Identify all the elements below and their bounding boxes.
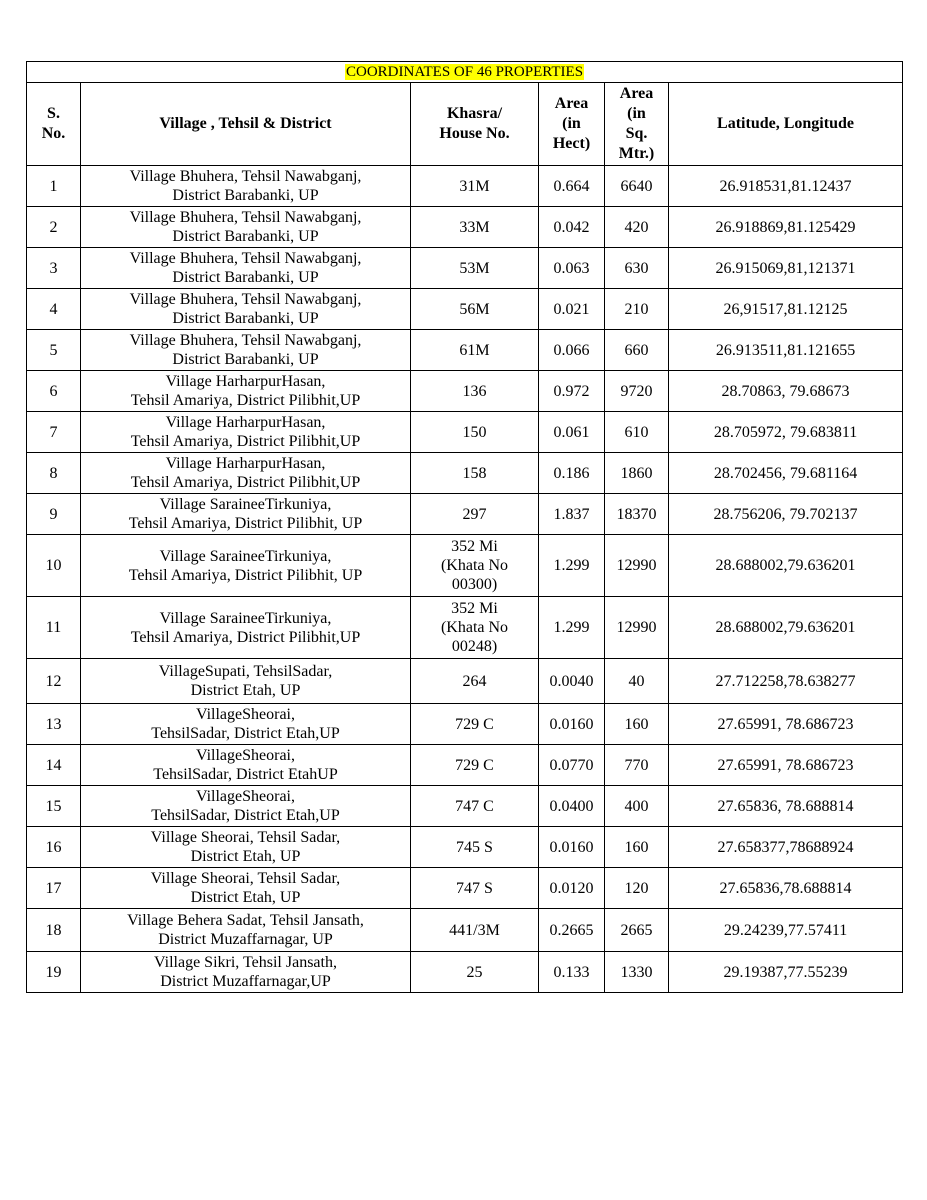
village-cell: Village Bhuhera, Tehsil Nawabganj, District Barabanki, UP bbox=[81, 330, 411, 371]
sno-cell: 14 bbox=[27, 745, 81, 786]
khasra-cell: 31M bbox=[411, 166, 539, 207]
area-sqm-cell: 40 bbox=[605, 659, 669, 704]
table-row bbox=[27, 207, 903, 248]
area-hect-cell: 0.664 bbox=[539, 166, 605, 207]
latlng-cell: 29.19387,77.55239 bbox=[669, 952, 903, 993]
khasra-cell: 729 C bbox=[411, 704, 539, 745]
sno-cell: 1 bbox=[27, 166, 81, 207]
header-row bbox=[27, 83, 903, 166]
latlng-cell: 26.918869,81.125429 bbox=[669, 207, 903, 248]
table-row bbox=[27, 494, 903, 535]
khasra-cell: 25 bbox=[411, 952, 539, 993]
khasra-cell: 264 bbox=[411, 659, 539, 704]
village-cell: Village Sheorai, Tehsil Sadar, District Etah, UP bbox=[81, 827, 411, 868]
sno-cell: 13 bbox=[27, 704, 81, 745]
area-sqm-cell: 18370 bbox=[605, 494, 669, 535]
latlng-cell: 29.24239,77.57411 bbox=[669, 909, 903, 952]
area-hect-cell: 0.972 bbox=[539, 371, 605, 412]
table-row bbox=[27, 868, 903, 909]
latlng-cell: 26,91517,81.12125 bbox=[669, 289, 903, 330]
khasra-cell: 747 S bbox=[411, 868, 539, 909]
village-cell: Village HarharpurHasan, Tehsil Amariya, District Pilibhit,UP bbox=[81, 371, 411, 412]
khasra-cell: 33M bbox=[411, 207, 539, 248]
latlng-cell: 28.705972, 79.683811 bbox=[669, 412, 903, 453]
khasra-cell: 136 bbox=[411, 371, 539, 412]
table-row bbox=[27, 909, 903, 952]
khasra-cell: 297 bbox=[411, 494, 539, 535]
khasra-cell: 150 bbox=[411, 412, 539, 453]
area-hect-cell: 0.021 bbox=[539, 289, 605, 330]
table-row bbox=[27, 535, 903, 597]
village-cell: Village SaraineeTirkuniya, Tehsil Amariya, District Pilibhit,UP bbox=[81, 597, 411, 659]
village-cell: Village SaraineeTirkuniya, Tehsil Amariya, District Pilibhit, UP bbox=[81, 494, 411, 535]
village-cell: Village Bhuhera, Tehsil Nawabganj, District Barabanki, UP bbox=[81, 166, 411, 207]
latlng-cell: 26.913511,81.121655 bbox=[669, 330, 903, 371]
area-sqm-cell: 12990 bbox=[605, 597, 669, 659]
title-row bbox=[27, 62, 903, 83]
sno-cell: 10 bbox=[27, 535, 81, 597]
sno-cell: 11 bbox=[27, 597, 81, 659]
khasra-cell: 729 C bbox=[411, 745, 539, 786]
village-cell: Village Behera Sadat, Tehsil Jansath, District Muzaffarnagar, UP bbox=[81, 909, 411, 952]
latlng-cell: 26.915069,81,121371 bbox=[669, 248, 903, 289]
sno-cell: 19 bbox=[27, 952, 81, 993]
latlng-cell: 27.65991, 78.686723 bbox=[669, 704, 903, 745]
sno-cell: 7 bbox=[27, 412, 81, 453]
table-title-cell bbox=[27, 62, 903, 83]
header-sno: S. No. bbox=[27, 83, 81, 166]
village-cell: Village HarharpurHasan, Tehsil Amariya, District Pilibhit,UP bbox=[81, 412, 411, 453]
latlng-cell: 27.712258,78.638277 bbox=[669, 659, 903, 704]
area-sqm-cell: 1860 bbox=[605, 453, 669, 494]
header-area-hect: Area (in Hect) bbox=[539, 83, 605, 166]
table-row bbox=[27, 166, 903, 207]
sno-cell: 2 bbox=[27, 207, 81, 248]
sno-cell: 8 bbox=[27, 453, 81, 494]
area-hect-cell: 0.0770 bbox=[539, 745, 605, 786]
area-sqm-cell: 770 bbox=[605, 745, 669, 786]
sno-cell: 12 bbox=[27, 659, 81, 704]
table-row bbox=[27, 952, 903, 993]
village-cell: Village Sheorai, Tehsil Sadar, District Etah, UP bbox=[81, 868, 411, 909]
coordinates-table bbox=[26, 61, 903, 993]
area-sqm-cell: 210 bbox=[605, 289, 669, 330]
latlng-cell: 28.70863, 79.68673 bbox=[669, 371, 903, 412]
table-row bbox=[27, 453, 903, 494]
village-cell: Village Sikri, Tehsil Jansath, District Muzaffarnagar,UP bbox=[81, 952, 411, 993]
header-area-sqm: Area (in Sq. Mtr.) bbox=[605, 83, 669, 166]
area-sqm-cell: 9720 bbox=[605, 371, 669, 412]
area-hect-cell: 0.061 bbox=[539, 412, 605, 453]
table-row bbox=[27, 827, 903, 868]
village-cell: Village SaraineeTirkuniya, Tehsil Amariya, District Pilibhit, UP bbox=[81, 535, 411, 597]
khasra-cell: 61M bbox=[411, 330, 539, 371]
village-cell: VillageSheorai, TehsilSadar, District Etah,UP bbox=[81, 786, 411, 827]
area-sqm-cell: 400 bbox=[605, 786, 669, 827]
area-hect-cell: 1.299 bbox=[539, 597, 605, 659]
khasra-cell: 441/3M bbox=[411, 909, 539, 952]
sno-cell: 5 bbox=[27, 330, 81, 371]
khasra-cell: 352 Mi (Khata No 00300) bbox=[411, 535, 539, 597]
table-row bbox=[27, 659, 903, 704]
latlng-cell: 27.65991, 78.686723 bbox=[669, 745, 903, 786]
khasra-cell: 158 bbox=[411, 453, 539, 494]
area-hect-cell: 0.0400 bbox=[539, 786, 605, 827]
area-sqm-cell: 120 bbox=[605, 868, 669, 909]
area-hect-cell: 0.186 bbox=[539, 453, 605, 494]
area-sqm-cell: 12990 bbox=[605, 535, 669, 597]
area-hect-cell: 0.0160 bbox=[539, 704, 605, 745]
area-sqm-cell: 660 bbox=[605, 330, 669, 371]
table-row bbox=[27, 597, 903, 659]
village-cell: VillageSupati, TehsilSadar, District Etah, UP bbox=[81, 659, 411, 704]
latlng-cell: 27.65836, 78.688814 bbox=[669, 786, 903, 827]
table-row bbox=[27, 289, 903, 330]
area-hect-cell: 0.133 bbox=[539, 952, 605, 993]
sno-cell: 18 bbox=[27, 909, 81, 952]
sno-cell: 9 bbox=[27, 494, 81, 535]
table-body bbox=[27, 166, 903, 993]
village-cell: Village Bhuhera, Tehsil Nawabganj, District Barabanki, UP bbox=[81, 248, 411, 289]
area-sqm-cell: 160 bbox=[605, 827, 669, 868]
khasra-cell: 56M bbox=[411, 289, 539, 330]
sno-cell: 3 bbox=[27, 248, 81, 289]
area-hect-cell: 0.066 bbox=[539, 330, 605, 371]
village-cell: VillageSheorai, TehsilSadar, District EtahUP bbox=[81, 745, 411, 786]
village-cell: VillageSheorai, TehsilSadar, District Etah,UP bbox=[81, 704, 411, 745]
area-sqm-cell: 160 bbox=[605, 704, 669, 745]
header-latlng: Latitude, Longitude bbox=[669, 83, 903, 166]
area-sqm-cell: 2665 bbox=[605, 909, 669, 952]
table-row bbox=[27, 248, 903, 289]
sno-cell: 17 bbox=[27, 868, 81, 909]
khasra-cell: 745 S bbox=[411, 827, 539, 868]
sno-cell: 16 bbox=[27, 827, 81, 868]
latlng-cell: 28.688002,79.636201 bbox=[669, 597, 903, 659]
latlng-cell: 28.688002,79.636201 bbox=[669, 535, 903, 597]
area-sqm-cell: 420 bbox=[605, 207, 669, 248]
khasra-cell: 747 C bbox=[411, 786, 539, 827]
table-row bbox=[27, 745, 903, 786]
table-row bbox=[27, 330, 903, 371]
area-hect-cell: 0.2665 bbox=[539, 909, 605, 952]
area-sqm-cell: 630 bbox=[605, 248, 669, 289]
table-row bbox=[27, 704, 903, 745]
area-hect-cell: 0.0040 bbox=[539, 659, 605, 704]
header-village: Village , Tehsil & District bbox=[81, 83, 411, 166]
sno-cell: 6 bbox=[27, 371, 81, 412]
area-hect-cell: 1.837 bbox=[539, 494, 605, 535]
village-cell: Village HarharpurHasan, Tehsil Amariya, District Pilibhit,UP bbox=[81, 453, 411, 494]
sno-cell: 4 bbox=[27, 289, 81, 330]
table-title: COORDINATES OF 46 PROPERTIES bbox=[345, 64, 584, 80]
khasra-cell: 53M bbox=[411, 248, 539, 289]
latlng-cell: 27.658377,78688924 bbox=[669, 827, 903, 868]
area-hect-cell: 0.063 bbox=[539, 248, 605, 289]
area-hect-cell: 0.042 bbox=[539, 207, 605, 248]
area-sqm-cell: 610 bbox=[605, 412, 669, 453]
latlng-cell: 26.918531,81.12437 bbox=[669, 166, 903, 207]
village-cell: Village Bhuhera, Tehsil Nawabganj, District Barabanki, UP bbox=[81, 289, 411, 330]
khasra-cell: 352 Mi (Khata No 00248) bbox=[411, 597, 539, 659]
table-row bbox=[27, 786, 903, 827]
table-row bbox=[27, 371, 903, 412]
area-sqm-cell: 1330 bbox=[605, 952, 669, 993]
table-row bbox=[27, 412, 903, 453]
area-sqm-cell: 6640 bbox=[605, 166, 669, 207]
sno-cell: 15 bbox=[27, 786, 81, 827]
area-hect-cell: 0.0120 bbox=[539, 868, 605, 909]
village-cell: Village Bhuhera, Tehsil Nawabganj, District Barabanki, UP bbox=[81, 207, 411, 248]
header-khasra: Khasra/ House No. bbox=[411, 83, 539, 166]
latlng-cell: 28.702456, 79.681164 bbox=[669, 453, 903, 494]
area-hect-cell: 0.0160 bbox=[539, 827, 605, 868]
area-hect-cell: 1.299 bbox=[539, 535, 605, 597]
latlng-cell: 28.756206, 79.702137 bbox=[669, 494, 903, 535]
latlng-cell: 27.65836,78.688814 bbox=[669, 868, 903, 909]
